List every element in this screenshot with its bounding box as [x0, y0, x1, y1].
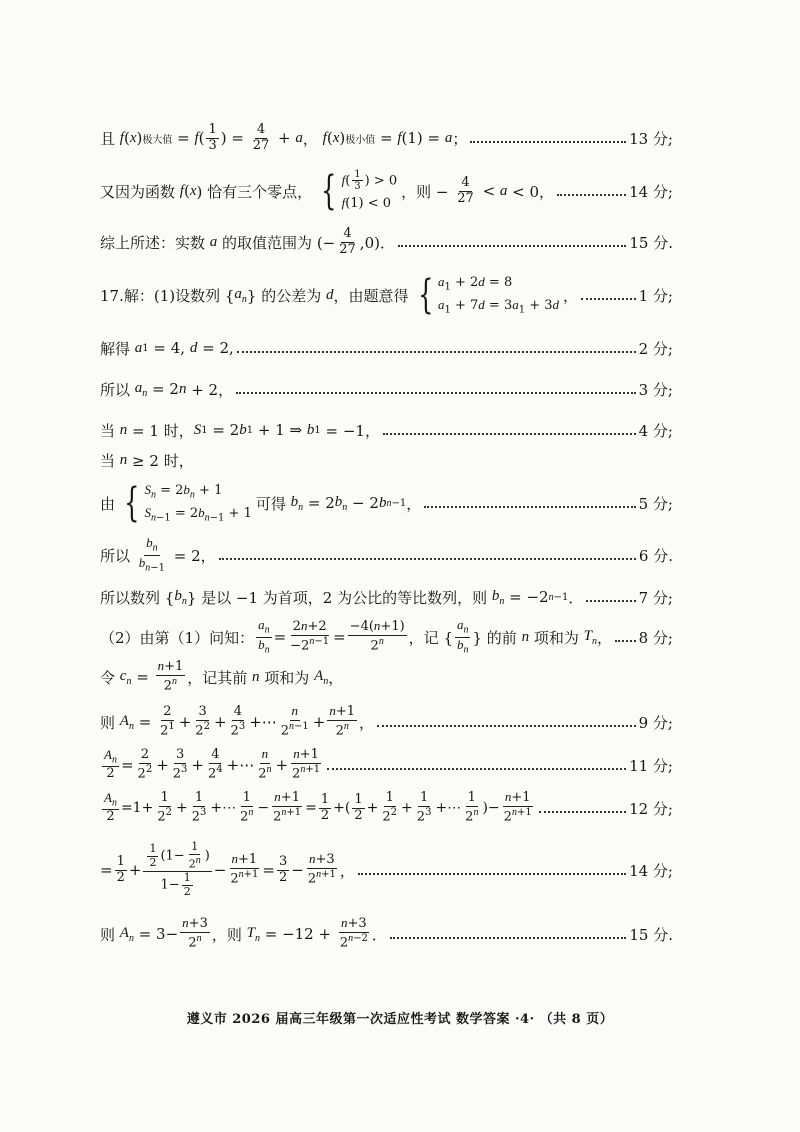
answer-line	[100, 331, 673, 365]
leader-dots	[557, 193, 626, 196]
score: 2 分;	[638, 339, 673, 358]
line-body: $\frac{A_n}{2}$ = $\frac{2}{2^2}$ + $\frac{3}{2^3}$ + $\frac{4}{2^4}$ +⋯ $\frac{n}{2^n}$ + $\frac{n+1}{2^{n+1}}$	[104, 746, 321, 782]
answer-line	[100, 274, 673, 316]
page-footer: 遵义市 2026 届高三年级第一次适应性考试 数学答案 ·4· （共 8 页）	[186, 1012, 614, 1027]
score: 7 分;	[638, 588, 673, 607]
score: 5 分;	[638, 494, 673, 513]
line-body: 令 $c_n$ = $\frac{n+1}{2^n}$ ，记其前 n 项和为 $A_n$ ，	[100, 658, 344, 694]
equation-system: { f( $\frac{1}{3}$ ) > 0 f(1) < 0	[321, 168, 398, 214]
answer-line	[100, 660, 673, 694]
answer-line	[100, 617, 673, 657]
line-body: 所以 $a_n$ = 2 n + 2，	[100, 379, 234, 399]
leader-dots	[424, 505, 635, 508]
leader-dots	[358, 872, 626, 875]
line-body: 由 { $S_n = 2b_n + 1$ $S_{n-1} = 2b_{n-1} + 1$ 可得 $b_n$ = 2 $b_n$ − 2 b n−1 ，	[100, 480, 422, 526]
line-body: 所以 $\frac{b_n}{b_{n-1}}$ = 2，	[100, 535, 216, 574]
line-body: 综上所述：实数 a 的取值范围为 (− $\frac{4}{27}$ ,0)．	[100, 225, 395, 257]
line-body: 又因为函数 f ( x ) 恰有三个零点， { f( $\frac{1}{3}$ ) > 0 f(1) < 0 ，则 − $\frac{4}{27}$ < a < 0，	[100, 168, 555, 214]
line-body: 解得 a 1 = 4, d = 2,	[100, 339, 234, 358]
score: 13 分;	[629, 129, 673, 148]
score: 15 分.	[629, 233, 673, 252]
line-body: 且 f ( x ) 极大值 = f ( $\frac{1}{3}$ ) = $\frac{4}{27}$ + a ， f ( x ) 极小值 = f (1) = a ；	[100, 121, 468, 153]
score: 15 分.	[629, 925, 673, 944]
leader-dots	[390, 936, 626, 939]
score: 14 分;	[629, 861, 673, 880]
leader-dots	[237, 350, 636, 353]
score: 14 分;	[629, 182, 673, 201]
line-body: 则 $A_n$ = $\frac{2}{2^1}$ + $\frac{3}{2^2}$ + $\frac{4}{2^3}$ +⋯ $\frac{n}{2^{n-1}}$ + $\frac{n+1}{2^n}$ ，	[100, 703, 375, 739]
score: 1 分;	[638, 286, 673, 305]
line-body: 17.解：(1)设数列 { $a_n$ } 的公差为 d ，由题意得 { $a_1 + 2d = 8$ $a_1 + 7d = 3a_1 + 3d$ ，	[100, 272, 579, 318]
answer-line	[100, 748, 673, 782]
line-body: 所以数列 { $b_n$ } 是以 −1 为首项，2 为公比的等比数列，则 $b_n$ = −2 n−1 ．	[100, 587, 584, 607]
answer-line	[100, 413, 673, 447]
leader-dots	[470, 140, 626, 143]
score: 6 分.	[638, 546, 673, 565]
answer-line	[100, 580, 673, 614]
line-body: （2）由第（1）问知： $\frac{a_n}{b_n}$ = $\frac{2n+2}{-2^{n-1}}$ = $\frac{-4(n+1)}{2^n}$ ，记 { $\frac{a_n}{b_n}$ } 的前 n 项和为 $T_n$ ，	[100, 617, 612, 656]
answer-line	[100, 481, 673, 525]
leader-dots	[586, 599, 635, 602]
leader-dots	[377, 724, 636, 727]
equation-system: { $S_n = 2b_n + 1$ $S_{n-1} = 2b_{n-1} + 1$	[124, 480, 252, 526]
answer-line	[100, 168, 673, 214]
leader-dots	[398, 244, 626, 247]
leader-dots	[327, 767, 626, 770]
leader-dots	[615, 639, 636, 642]
leader-dots	[539, 810, 626, 813]
equation-system: { $a_1 + 2d = 8$ $a_1 + 7d = 3a_1 + 3d$	[417, 272, 560, 318]
answer-line	[100, 917, 673, 951]
line-body: 当 n ≥ 2 时，	[100, 451, 194, 470]
answer-line	[100, 705, 673, 739]
line-body: 当 n = 1 时， S 1 = 2 b 1 + 1 ⇒ b 1 = −1，	[100, 421, 380, 440]
line-body: 则 $A_n$ = 3− $\frac{n+3}{2^n}$ ，则 $T_n$ = −12 + $\frac{n+3}{2^{n-2}}$ ．	[100, 915, 387, 951]
answer-line	[100, 835, 673, 905]
score: 8 分;	[638, 628, 673, 647]
score: 12 分;	[629, 799, 673, 818]
score: 3 分;	[638, 380, 673, 399]
answer-line	[100, 791, 673, 825]
score: 11 分;	[629, 756, 673, 775]
leader-dots	[236, 391, 636, 394]
leader-dots	[383, 432, 636, 435]
answer-line	[100, 535, 673, 574]
leader-dots	[581, 297, 636, 300]
line-body: $\frac{A_n}{2}$ =1+ $\frac{1}{2^2}$ + $\frac{1}{2^3}$ +⋯ $\frac{1}{2^n}$ − $\frac{n+1}{2^{n+1}}$ = $\frac{1}{2}$ +( $\frac{1}{2}$ + $\frac{1}{2^2}$ + $\frac{1}{2^3}$ +⋯ $\frac{1}{2^n}$ )− $\frac{n+1}{2^{n+1}}$	[104, 789, 532, 825]
line-body: = $\frac{1}{2}$ + $\frac{1}{2}$ (1− $\frac{1}{2^n}$ ) 1− $\frac{1}{2}$ − $\frac{n+1}{2^{n+1}}$ = $\frac{3}{2}$ − $\frac{n+3}{2^{n+1}}$ ，	[100, 840, 355, 898]
score: 4 分;	[638, 421, 673, 440]
answer-line	[100, 121, 673, 155]
answer-line	[100, 225, 673, 259]
answer-line	[100, 372, 673, 406]
answer-line	[100, 443, 673, 477]
score: 9 分;	[638, 713, 673, 732]
leader-dots	[219, 557, 636, 560]
